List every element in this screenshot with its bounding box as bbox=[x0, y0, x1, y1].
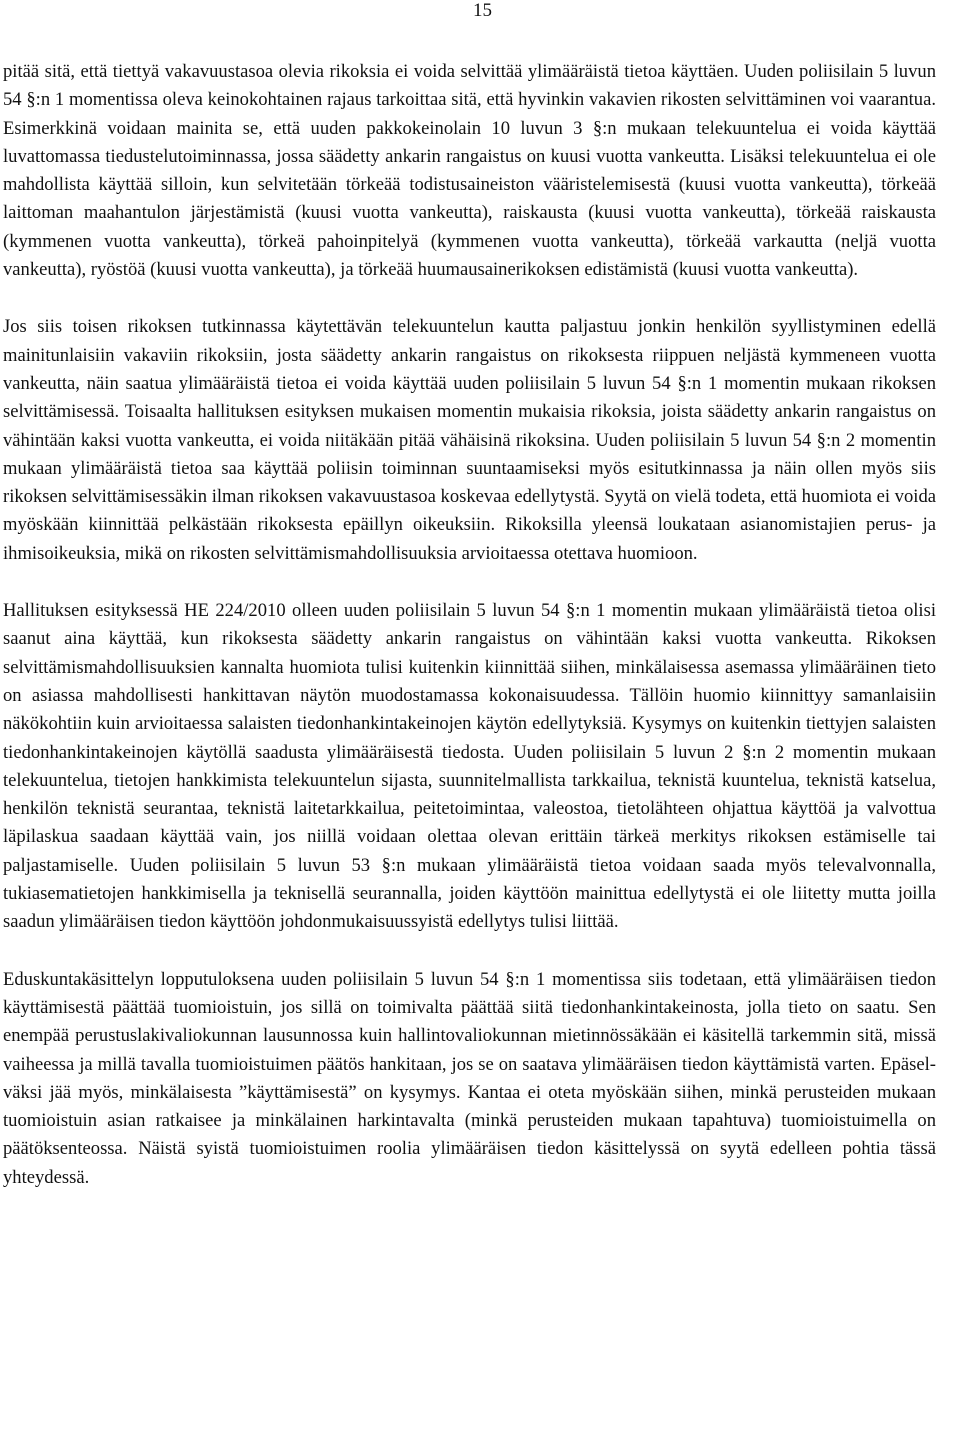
document-body bbox=[3, 58, 936, 1221]
page-number: 15 bbox=[473, 0, 492, 21]
paragraph-3: Hallituksen esityksessä HE 224/2010 olleen uuden poliisilain 5 luvun 54 §:n 1 momentin mukaan ylimääräistä tietoa olisi saanut aina käyttää, kun rikoksesta säädetty ankarin rangaistus on vähintään kaksi vuotta vankeutta. Rikoksen selvittämismahdollisuuksien kannalta huomiota tulisi kuitenkin kiinnittää siihen, minkälaisessa asemassa ylimääräinen tieto on asiassa mahdollisesti hankittavan näytön muodostamassa kokonaisuudessa. Tällöin huomio kiinnittyy samanlaisiin näkökohtiin kuin arvioitaessa salaisten tiedonhankintakeinojen käytön edellytyksiä. Kysymys on kuitenkin tiettyjen salaisten tiedonhankintakeinojen käytöllä saadusta ylimääräisestä tiedosta. Uuden poliisilain 5 luvun 2 §:n 2 momentin mukaan telekuuntelua, tietojen hankkimista telekuuntelun sijasta, suunnitelmallista tarkkailua, teknistä kuuntelua, teknistä katselua, henkilön teknistä seurantaa, teknistä laitetarkkailua, peitetoimintaa, valeostoa, tietolähteen ohjattua käyttöä ja valvottua läpilaskua saadaan käyttää vain, jos niillä voidaan olettaa olevan erittäin tärkeä merkitys rikoksen estämiselle tai paljastamiselle. Uuden poliisilain 5 luvun 53 §:n mukaan ylimääräistä tietoa voidaan saada myös televalvonnalla, tukiasematietojen hankkimisella ja teknisellä seurannalla, joiden käyttöön mainittua edellytystä ei ole liitetty mutta joilla saadun ylimääräisen tiedon käyttöön johdonmukaisuussyistä edellytys tulisi liittää. bbox=[3, 600, 936, 933]
paragraph-1: pitää sitä, että tiettyä vakavuustasoa olevia rikoksia ei voida selvittää ylimääräistä tietoa käyttäen. Uuden poliisilain 5 luvun 54 §:n 1 momentissa oleva keinokohtainen rajaus tarkoittaa sitä, että hyvinkin vakavien rikosten selvittäminen voi vaarantua. Esimerkkinä voidaan mainita se, että uuden pakkokeinolain 10 luvun 3 §:n mukaan telekuuntelua ei voida käyttää luvattomassa tiedustelutoiminnassa, jossa säädetty ankarin rangaistus on kuusi vuotta vankeutta. Lisäksi telekuuntelua ei ole mahdollista käyttää silloin, kun selvitetään törkeää todistusaineiston vääristelemisestä (kuusi vuotta vankeutta), törkeää laittoman maahantulon järjestämistä (kuusi vuotta vankeutta), raiskausta (kuusi vuotta vankeutta), törkeää raiskausta (kymmenen vuotta vankeutta), törkeä pahoinpitelyä (kymmenen vuotta vankeutta), törkeää varkautta (neljä vuotta vankeutta), ryöstöä (kuusi vuotta vankeutta), ja törkeää huumausainerikoksen edistämistä (kuusi vuotta vankeutta). bbox=[3, 61, 936, 281]
paragraph-4: Eduskuntakäsittelyn lopputuloksena uuden poliisilain 5 luvun 54 §:n 1 momentissa siis todetaan, että ylimääräisen tiedon käyttämisestä päättää tuomioistuin, jos sillä on toimivalta päättää siitä tiedonhankintakeinosta, jolla tieto on saatu. Sen enempää perustuslakivaliokunnan lausunnossa kuin hallintovaliokunnan mietinnössäkään ei käsitellä tarkemmin sitä, missä vaiheessa ja millä tavalla tuomioistuimen päätös hankitaan, jos se on saatava ylimääräisen tiedon käyttämistä varten. Epäselväksi jää myös, minkälaisesta ”käyttämisestä” on kysymys. Kantaa ei oteta myöskään siihen, minkä perusteiden mukaan tuomioistuin asian ratkaisee ja minkälainen harkintavalta (minkä perusteiden mukaan tapahtuva) tuomioistuimella on päätöksenteossa. Näistä syistä tuomioistuimen roolia ylimääräisen tiedon käsittelyssä on syytä edelleen pohtia tässä yhteydessä. bbox=[3, 968, 936, 1188]
paragraph-2: Jos siis toisen rikoksen tutkinnassa käytettävän telekuuntelun kautta paljastuu jonkin henkilön syyllistyminen edellä mainitunlaisiin vakaviin rikoksiin, josta säädetty ankarin rangaistus on rikoksesta riippuen neljästä kymmeneen vuotta vankeutta, näin saatua ylimääräistä tietoa ei voida käyttää uuden poliisilain 5 luvun 54 §:n 1 momentin mukaan rikoksen selvittämisessä. Toisaalta hallituksen esityksen mukaisen momentin mukaisia rikoksia, joista säädetty ankarin rangaistus on vähintään kaksi vuotta vankeutta, ei voida niitäkään pitää vähäisinä rikoksina. Uuden poliisilain 5 luvun 54 §:n 2 momentin mukaan ylimääräistä tietoa saa käyttää poliisin toiminnan suuntaamiseksi myös esitutkinnassa ja näin ollen myös siis rikoksen selvittämisessäkin ilman rikoksen vakavuustasoa koskevaa edellytystä. Syytä on vielä todeta, että huomiota ei voida myöskään kiinnittää pelkästään rikoksesta epäillyn oikeuksiin. Rikoksilla yleensä loukataan asianomistajien perus- ja ihmisoikeuksia, mikä on rikosten selvittämismahdollisuuksia arvioitaessa otettava huomioon. bbox=[3, 316, 936, 564]
